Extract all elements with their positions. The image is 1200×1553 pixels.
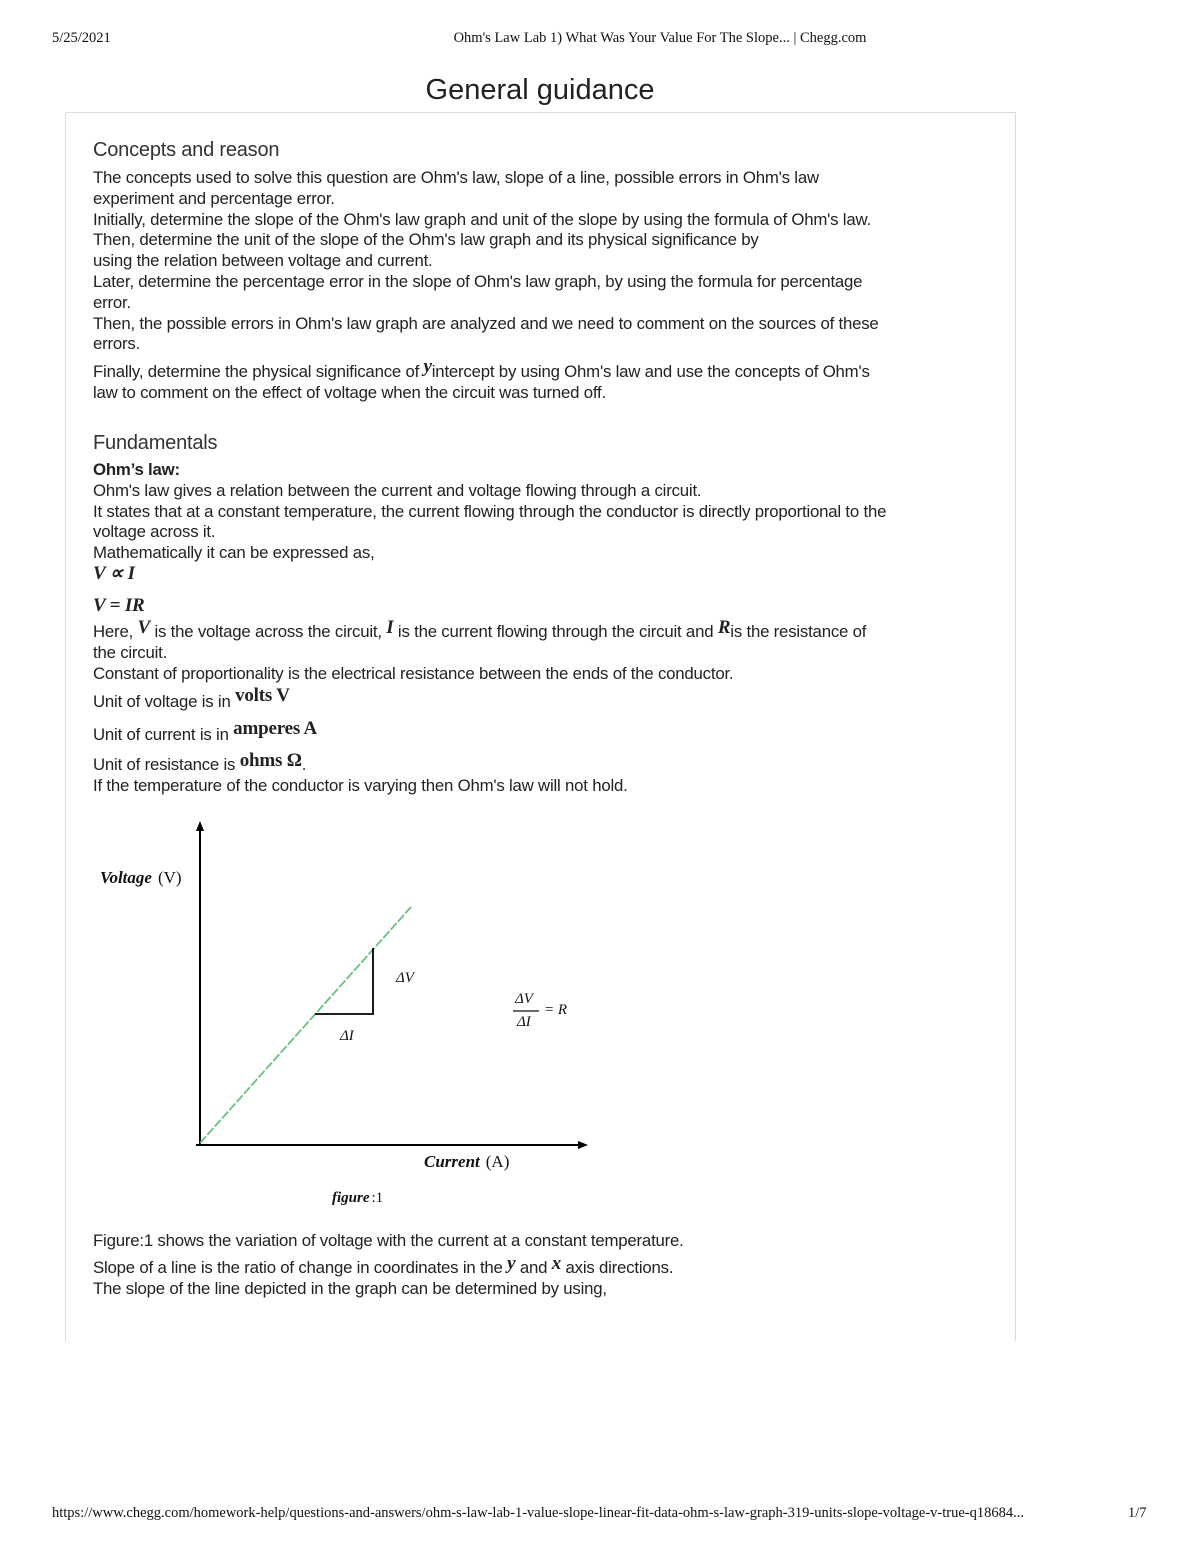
fundamentals-line: It states that at a constant temperature, the current flowing through the conductor is directly proportional to the xyxy=(93,501,887,521)
concepts-line: Then, the possible errors in Ohm's law graph are analyzed and we need to comment on the sources of these xyxy=(93,313,879,333)
unit-text: Unit of voltage is in xyxy=(93,692,231,712)
unit-text: Unit of current is in xyxy=(93,725,229,745)
slope-text: and xyxy=(519,1257,548,1277)
slope-section xyxy=(93,1231,993,1299)
y-axis-arrow-icon xyxy=(196,821,204,831)
delta-i-label: ΔI xyxy=(340,1028,354,1044)
unit-ohms: ohms Ω xyxy=(239,749,302,771)
print-url: https://www.chegg.com/homework-help/questions-and-answers/ohm-s-law-lab-1-value-slope-linear-fit-data-ohm-s-law-graph-319-units-slope-voltage-v-true-q18684... xyxy=(52,1505,1024,1521)
slope-line: Figure:1 shows the variation of voltage with the current at a constant temperature. xyxy=(93,1231,684,1250)
concepts-line: Later, determine the percentage error in the slope of Ohm's law graph, by using the formula for percentage xyxy=(93,271,863,291)
concepts-line: The concepts used to solve this question are Ohm's law, slope of a line, possible errors in Ohm's law xyxy=(93,168,819,187)
equation-ohm: V = IR xyxy=(93,594,145,616)
ohm-law-title: Ohm’s law: xyxy=(93,460,180,479)
unit-text: Unit of resistance is xyxy=(93,754,236,774)
concepts-line: errors. xyxy=(93,334,141,354)
unit-text: . xyxy=(301,754,307,774)
slope-text: axis directions. xyxy=(565,1257,674,1277)
unit-current-line xyxy=(93,718,993,746)
fundamentals-line: Mathematically it can be expressed as, xyxy=(93,543,375,563)
fundamentals-line: the circuit. xyxy=(93,642,168,662)
fundamentals-line xyxy=(93,616,993,643)
concepts-text: intercept by using Ohm's law and use the concepts of Ohm's xyxy=(431,362,870,382)
unit-amperes: amperes A xyxy=(233,718,318,740)
unit-voltage-line xyxy=(93,685,993,713)
unit-resistance-line xyxy=(93,749,993,776)
print-title: Ohm's Law Lab 1) What Was Your Value For The Slope... | Chegg.com xyxy=(453,30,867,46)
ratio-rhs: = R xyxy=(544,1002,568,1018)
concepts-title: Concepts and reason xyxy=(93,139,280,161)
fundamentals-line: Ohm's law gives a relation between the current and voltage flowing through a circuit. xyxy=(93,480,702,500)
fundamentals-text: is the current flowing through the circuit and xyxy=(397,621,714,641)
unit-volts: volts V xyxy=(235,685,290,707)
concepts-line: Then, determine the unit of the slope of the Ohm's law graph and its physical significance by xyxy=(93,230,759,250)
math-var-y: y xyxy=(423,356,432,378)
math-var-i: I xyxy=(386,616,394,638)
fundamentals-title: Fundamentals xyxy=(93,432,218,454)
fundamentals-text: Here, xyxy=(93,621,134,641)
slope-line: The slope of the line depicted in the graph can be determined by using, xyxy=(93,1278,607,1298)
slope-text: Slope of a line is the ratio of change in coordinates in the xyxy=(93,1257,503,1277)
math-var-v: V xyxy=(137,616,150,638)
voltage-current-line xyxy=(200,907,411,1143)
math-var-r: R xyxy=(717,616,731,638)
concepts-line: Initially, determine the slope of the Ohm's law graph and unit of the slope by using the formula of Ohm's law. xyxy=(93,209,871,229)
concepts-line: using the relation between voltage and current. xyxy=(93,251,433,271)
fundamentals-line: Constant of proportionality is the electrical resistance between the ends of the conductor. xyxy=(93,663,734,683)
math-var-x: x xyxy=(551,1252,562,1274)
page-number: 1/7 xyxy=(1128,1505,1147,1521)
concepts-line xyxy=(93,356,993,383)
concepts-line: experiment and percentage error. xyxy=(93,188,335,208)
math-var-y: y xyxy=(507,1252,516,1274)
ratio-denominator: ΔI xyxy=(517,1014,531,1030)
y-axis-label: Voltage (V) xyxy=(100,868,182,887)
fundamentals-line: voltage across it. xyxy=(93,522,216,542)
figure-caption: figure :1 xyxy=(332,1190,384,1206)
ratio-numerator: ΔV xyxy=(515,991,533,1007)
x-axis-label: Current (A) xyxy=(424,1152,510,1171)
concepts-line: error. xyxy=(93,292,131,312)
fundamentals-section xyxy=(93,432,993,797)
print-date: 5/25/2021 xyxy=(52,30,111,46)
concepts-text: Finally, determine the physical significance of xyxy=(93,362,420,382)
x-axis-arrow-icon xyxy=(578,1141,588,1149)
concepts-line: law to comment on the effect of voltage when the circuit was turned off. xyxy=(93,382,606,402)
fundamentals-text: is the voltage across the circuit, xyxy=(154,621,382,641)
equation-proportional: V ∝ I xyxy=(93,562,135,584)
delta-v-label: ΔV xyxy=(396,970,414,986)
concepts-section xyxy=(93,138,993,404)
page-title: General guidance xyxy=(425,74,655,106)
slope-line xyxy=(93,1252,993,1279)
fundamentals-text: is the resistance of xyxy=(730,621,867,641)
fundamentals-line: If the temperature of the conductor is varying then Ohm's law will not hold. xyxy=(93,775,628,795)
ohms-law-graph xyxy=(90,815,610,1215)
